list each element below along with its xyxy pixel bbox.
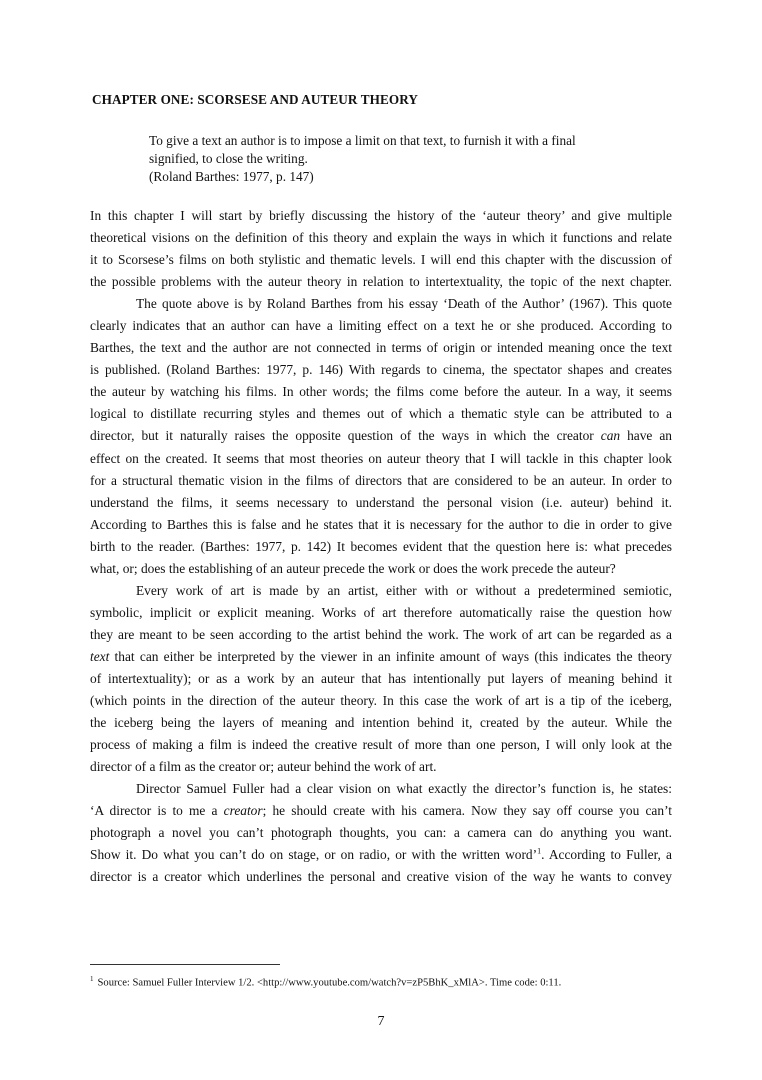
paragraph-line [90, 425, 672, 447]
paragraph-line: what, or; does the establishing of an auteur precede the work or does the work precede the auteur? [90, 560, 616, 576]
paragraph-line: the possible problems with the auteur theory in relation to intertextuality, the topic of the next chapter. [90, 274, 672, 290]
text-run: that can either be interpreted by the viewer in an infinite amount of ways (this indicates the theory [109, 648, 672, 664]
paragraph-line: clearly indicates that an author can have a limiting effect on a text he or she produced. According to [90, 318, 672, 334]
emphasis-creator: creator [223, 803, 263, 819]
footnote-text: Source: Samuel Fuller Interview 1/2. <http://www.youtube.com/watch?v=zP5BhK_xMlA>. Time code: 0:11. [97, 977, 562, 989]
paragraph-line: the iceberg being the layers of meaning and intention behind it, created by the auteur. While the [90, 715, 672, 731]
paragraph-line: Barthes, the text and the author are not connected in terms of origin or intended meaning once the text [90, 340, 672, 356]
paragraph-line: it to Scorsese’s films on both stylistic and thematic levels. I will end this chapter with the discussion of [90, 252, 672, 268]
epigraph-quote [149, 132, 639, 186]
epigraph-line: To give a text an author is to impose a limit on that text, to furnish it with a final [149, 133, 576, 148]
epigraph-line: signified, to close the writing. [149, 151, 308, 166]
emphasis-text: text [90, 648, 110, 664]
footnote-number: 1 [90, 975, 94, 983]
paragraph-line: they are meant to be seen according to the artist behind the work. The work of art can be regarded as a [90, 626, 672, 642]
paragraph-line: director is a creator which underlines the personal and creative vision of the way he wants to convey [90, 869, 672, 885]
paragraph-line: The quote above is by Roland Barthes from his essay ‘Death of the Author’ (1967). This quote [136, 296, 672, 312]
epigraph-citation: (Roland Barthes: 1977, p. 147) [149, 169, 314, 184]
paragraph-line: process of making a film is indeed the creative result of more than one person, I will only look at the [90, 737, 672, 753]
text-run: ‘A director is to me a [90, 803, 224, 819]
paragraph-line: of intertextuality); or as a work by an auteur that has intentionally put layers of meaning behind it [90, 670, 672, 686]
body-text [90, 205, 672, 888]
text-run: director, but it naturally raises the opposite question of the ways in which the creator [90, 428, 601, 444]
footnote-separator [90, 964, 280, 965]
paragraph-line: photograph a novel you can’t photograph thoughts, you can: a camera can do anything you want. [90, 825, 672, 841]
footnote-reference[interactable]: 1 [537, 846, 542, 856]
paragraph-line: According to Barthes this is false and he states that it is necessary for the author to die in order to give [90, 516, 672, 532]
paragraph-line: symbolic, implicit or explicit meaning. Works of art therefore automatically raise the question how [90, 604, 672, 620]
footnote [90, 975, 690, 989]
text-run: Show it. Do what you can’t do on stage, or on radio, or with the written word’ [90, 847, 538, 863]
paragraph-line: Director Samuel Fuller had a clear vision on what exactly the director’s function is, he states: [136, 781, 672, 797]
paragraph-line: the auteur by watching his films. In other words; the films come before the auteur. In a way, it seems [90, 384, 672, 400]
text-run: . According to Fuller, a [541, 847, 672, 863]
page-number: 7 [377, 1014, 385, 1029]
text-run: have an [620, 428, 672, 444]
chapter-heading: CHAPTER ONE: SCORSESE AND AUTEUR THEORY [92, 92, 418, 107]
paragraph-line [90, 646, 672, 668]
paragraph-line: understand the films, it seems necessary to understand the personal vision (i.e. auteur) behind it. [90, 494, 672, 510]
paragraph-line: director of a film as the creator or; auteur behind the work of art. [90, 759, 437, 775]
emphasis-can: can [600, 428, 621, 444]
paragraph-line: logical to distillate recurring styles and themes out of which a thematic style can be attributed to a [90, 406, 672, 422]
paragraph-line: theoretical visions on the definition of this theory and explain the ways in which it functions and relate [90, 230, 672, 246]
paragraph-line: In this chapter I will start by briefly discussing the history of the ‘auteur theory’ and give multiple [90, 208, 672, 223]
paragraph-line: effect on the created. It seems that most theories on auteur theory that I will tackle in this chapter look [90, 450, 672, 466]
text-run: ; he should create with his camera. Now they say off course you can’t [262, 803, 673, 819]
paragraph-line: is published. (Roland Barthes: 1977, p. 146) With regards to cinema, the spectator shapes and creates [90, 362, 672, 378]
paragraph-line: (which points in the direction of the auteur theory. In this case the work of art is a tip of the iceberg, [90, 693, 672, 709]
paragraph-line [90, 800, 672, 822]
paragraph-line [90, 844, 672, 866]
paragraph-line: Every work of art is made by an artist, either with or without a predetermined semiotic, [136, 582, 672, 598]
paragraph-line: for a structural thematic vision in the films of directors that are considered to be an auteur. In order to [90, 472, 672, 488]
paragraph-line: birth to the reader. (Barthes: 1977, p. 142) It becomes evident that the question here is: what precedes [90, 538, 672, 554]
